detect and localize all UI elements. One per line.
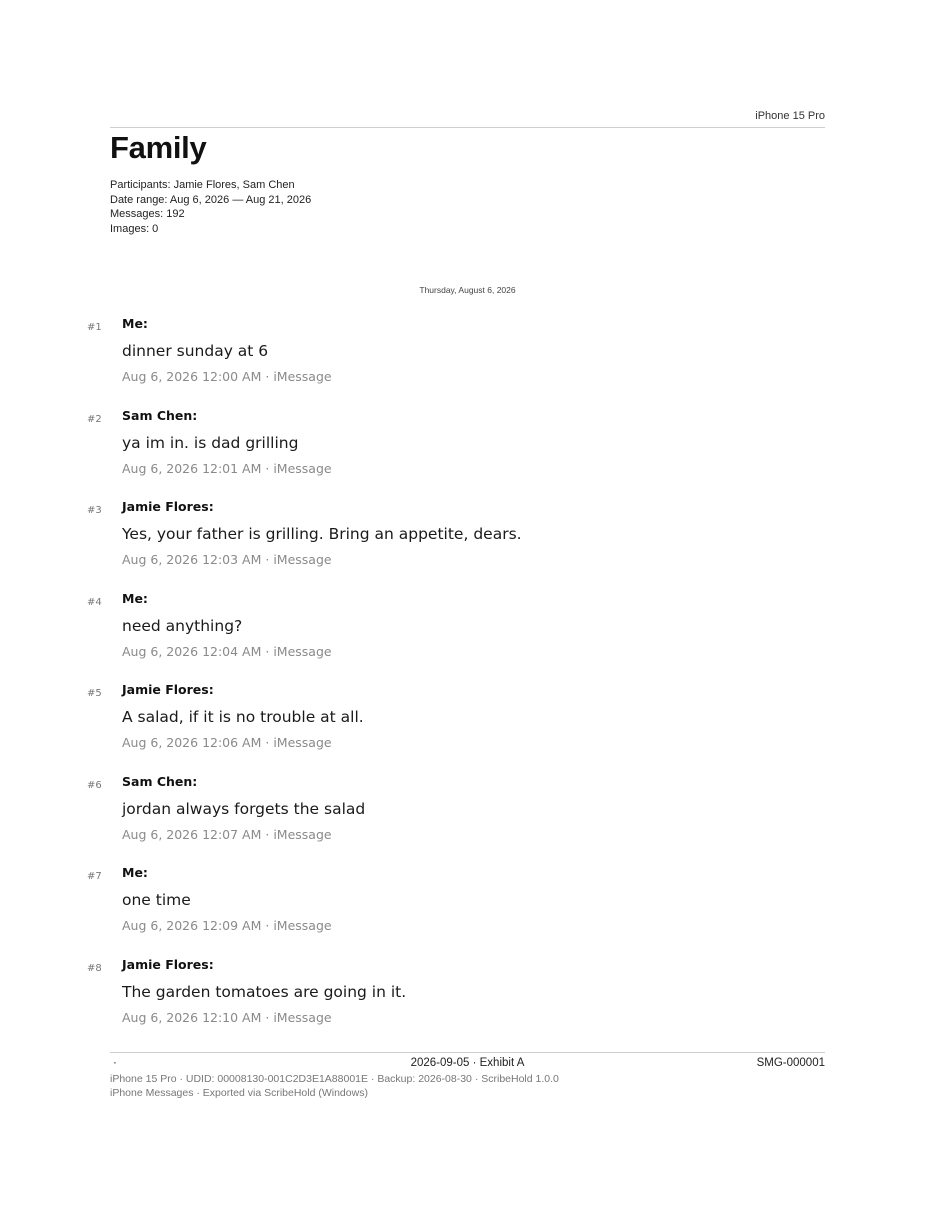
message-item	[87, 590, 825, 683]
message-number: #6	[87, 779, 102, 791]
message-timestamp: Aug 6, 2026 12:04 AM · iMessage	[122, 643, 332, 659]
message-sender: Me:	[122, 865, 148, 880]
message-number: #3	[87, 505, 102, 516]
message-timestamp: Aug 6, 2026 12:06 AM · iMessage	[122, 735, 332, 750]
message-number: #7	[87, 871, 102, 882]
message-number: #4	[87, 596, 102, 608]
footer-bullet: ·	[113, 1057, 117, 1069]
message-sender: Me:	[122, 590, 148, 606]
date-range-line: Date range: Aug 6, 2026 — Aug 21, 2026	[110, 193, 312, 206]
message-text: ya im in. is dad grilling	[122, 433, 299, 452]
message-sender: Jamie Flores:	[122, 682, 214, 697]
message-timestamp: Aug 6, 2026 12:09 AM · iMessage	[122, 918, 332, 933]
message-list	[87, 316, 825, 1048]
participants-line: Participants: Jamie Flores, Sam Chen	[110, 179, 295, 191]
image-count-line: Images: 0	[110, 222, 159, 235]
message-timestamp: Aug 6, 2026 12:07 AM · iMessage	[122, 826, 332, 842]
message-sender: Jamie Flores:	[122, 956, 214, 972]
message-number: #2	[87, 413, 102, 425]
message-item	[87, 316, 825, 408]
header-device-name: iPhone 15 Pro	[755, 110, 825, 122]
footer-exhibit-label: 2026-09-05 · Exhibit A	[410, 1057, 525, 1069]
message-text: The garden tomatoes are going in it.	[122, 982, 407, 1001]
message-sender: Me:	[122, 316, 148, 331]
message-item	[87, 773, 825, 866]
message-text: one time	[122, 891, 191, 909]
message-text: dinner sunday at 6	[122, 342, 269, 360]
message-number: #5	[87, 688, 102, 699]
footer-bates-number: SMG-000001	[756, 1057, 825, 1069]
message-text: A salad, if it is no trouble at all.	[122, 708, 364, 726]
message-item	[87, 865, 825, 957]
conversation-metadata	[110, 178, 311, 236]
message-timestamp: Aug 6, 2026 12:10 AM · iMessage	[122, 1009, 332, 1025]
message-number: #8	[87, 962, 102, 974]
footer-device-info: iPhone 15 Pro · UDID: 00008130-001C2D3E1A88001E · Backup: 2026-08-30 · ScribeHold 1.0.0	[110, 1073, 559, 1085]
page-title: Family	[110, 130, 207, 165]
message-timestamp: Aug 6, 2026 12:00 AM · iMessage	[122, 369, 332, 384]
message-number: #1	[87, 322, 102, 333]
day-divider: Thursday, August 6, 2026	[419, 285, 516, 295]
message-text: Yes, your father is grilling. Bring an appetite, dears.	[122, 525, 522, 543]
message-item	[87, 682, 825, 774]
message-text: need anything?	[122, 616, 243, 635]
message-sender: Sam Chen:	[122, 407, 198, 423]
footer-divider	[110, 1052, 825, 1053]
message-item	[87, 407, 825, 500]
message-text: jordan always forgets the salad	[122, 799, 366, 818]
message-item	[87, 499, 825, 591]
message-sender: Jamie Flores:	[122, 499, 214, 514]
footer-row	[110, 1057, 825, 1073]
message-count-line: Messages: 192	[110, 208, 185, 221]
message-timestamp: Aug 6, 2026 12:01 AM · iMessage	[122, 460, 332, 476]
message-item	[87, 956, 825, 1049]
message-sender: Sam Chen:	[122, 773, 198, 789]
message-timestamp: Aug 6, 2026 12:03 AM · iMessage	[122, 552, 332, 567]
header-divider	[110, 127, 825, 128]
footer-export-info: iPhone Messages · Exported via ScribeHold (Windows)	[110, 1087, 368, 1099]
